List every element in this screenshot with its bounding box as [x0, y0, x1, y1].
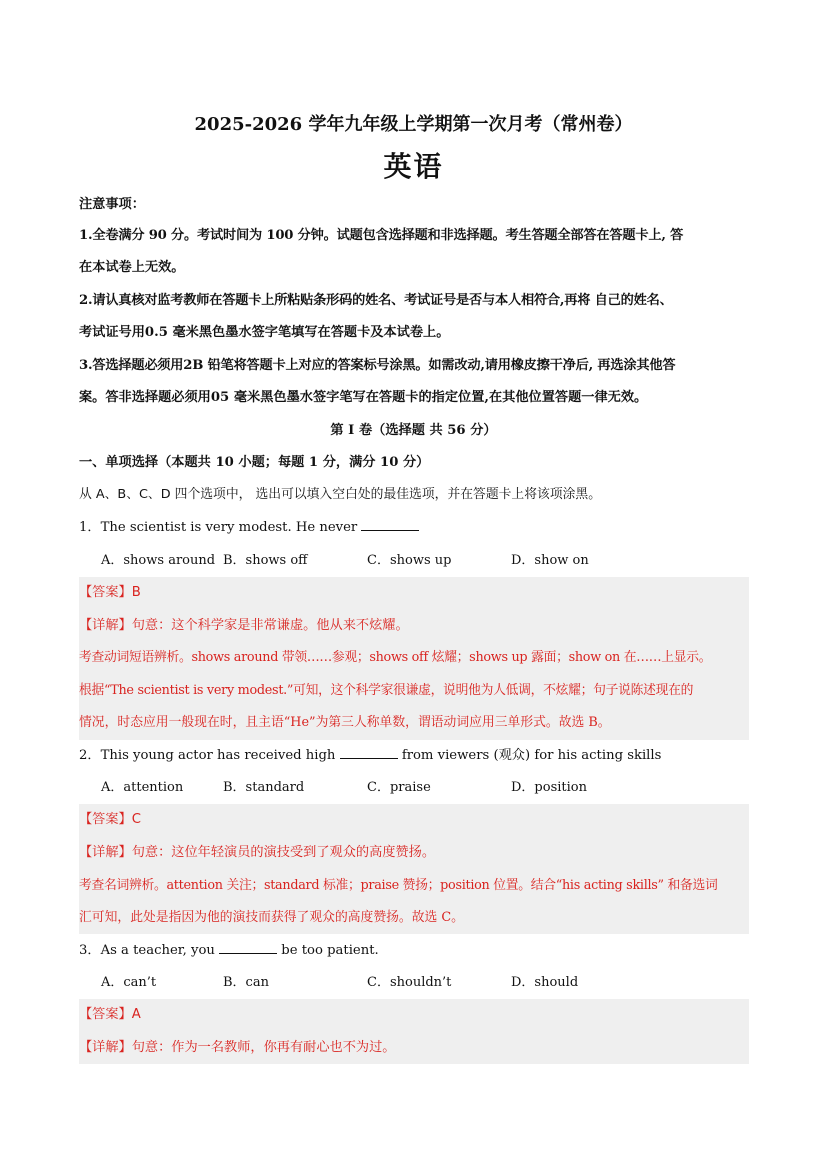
answer-blank: [340, 746, 398, 759]
option-b: B．shows off: [223, 553, 308, 568]
notice-line: 1.全卷满分 90 分。考试时间为 100 分钟。试题包含选择题和非选择题。考生答题全部答在答题卡上, 答: [79, 228, 684, 243]
answer-label: 【答案】A: [79, 1007, 141, 1022]
option-c: C．shows up: [367, 553, 452, 568]
notice-line: 2.请认真核对监考教师在答题卡上所粘贴条形码的姓名、考试证号是否与本人相符合,再将 自己的姓名、: [79, 293, 673, 308]
option-d: D．show on: [511, 553, 589, 568]
notice-line: 在本试卷上无效。: [79, 260, 185, 275]
option-d: D．should: [511, 975, 579, 990]
explanation-line: 情况，时态应用一般现在时，且主语“He”为第三人称单数，谓语动词应用三单形式。故选 B。: [79, 715, 611, 730]
notice-line: 考试证号用0.5 毫米黑色墨水签字笔填写在答题卡及本试卷上。: [79, 325, 450, 340]
notice-line: 案。答非选择题必须用05 毫米黑色墨水签字笔写在答题卡的指定位置,在其他位置答题一律无效。: [79, 390, 648, 405]
explanation-line: 汇可知，此处是指因为他的演技而获得了观众的高度赞扬。故选 C。: [79, 910, 464, 925]
option-b: B．standard: [223, 780, 305, 795]
question-text-after: be too patient.: [281, 943, 379, 958]
option-a: A．attention: [101, 780, 184, 795]
question-text: 1．The scientist is very modest. He never: [79, 520, 358, 535]
question-stem: [79, 746, 749, 766]
exam-title: 2025-2026 学年九年级上学期第一次月考（常州卷）: [194, 114, 633, 135]
detail-line: 【详解】句意：作为一名教师，你再有耐心也不为过。: [79, 1040, 396, 1055]
part-heading: 第 I 卷（选择题 共 56 分）: [330, 423, 497, 438]
question-text: 2．This young actor has received high: [79, 748, 336, 763]
subject-title: 英语: [383, 150, 444, 183]
detail-line: 【详解】句意：这位年轻演员的演技受到了观众的高度赞扬。: [79, 845, 436, 860]
answer-blank: [219, 941, 277, 954]
option-a: A．can’t: [101, 975, 157, 990]
option-a: A．shows around: [101, 553, 216, 568]
notice-heading: 注意事项：: [79, 197, 145, 212]
explanation-line: 考查动词短语辨析。shows around 带领……参观；shows off 炫耀；shows up 露面；show on 在……上显示。: [79, 650, 712, 665]
explanation-line: 考查名词辨析。attention 关注；standard 标准；praise 赞扬；position 位置。结合“his acting skills” 和备选词: [79, 878, 718, 893]
question-stem: [79, 518, 749, 538]
detail-line: 【详解】句意：这个科学家是非常谦虚。他从来不炫耀。: [79, 618, 409, 633]
question-text-after: from viewers (观众) for his acting skills: [401, 748, 662, 763]
answer-blank: [361, 518, 419, 531]
option-b: B．can: [223, 975, 269, 990]
answer-label: 【答案】B: [79, 585, 141, 600]
section-instruction: 从 A、B、C、D 四个选项中， 选出可以填入空白处的最佳选项，并在答题卡上将该项涂黑。: [79, 487, 602, 502]
notice-line: 3.答选择题必须用2B 铅笔将答题卡上对应的答案标号涂黑。如需改动,请用橡皮擦干净后, 再选涂其他答: [79, 358, 676, 373]
section-title: 一、单项选择（本题共 10 小题；每题 1 分，满分 10 分）: [79, 455, 430, 470]
answer-label: 【答案】C: [79, 812, 141, 827]
option-c: C．praise: [367, 780, 431, 795]
question-stem: [79, 941, 749, 961]
option-c: C．shouldn’t: [367, 975, 452, 990]
option-d: D．position: [511, 780, 587, 795]
explanation-line: 根据“The scientist is very modest.”可知，这个科学家很谦虚，说明他为人低调，不炫耀；句子说陈述现在的: [79, 683, 694, 698]
question-text: 3．As a teacher, you: [79, 943, 215, 958]
